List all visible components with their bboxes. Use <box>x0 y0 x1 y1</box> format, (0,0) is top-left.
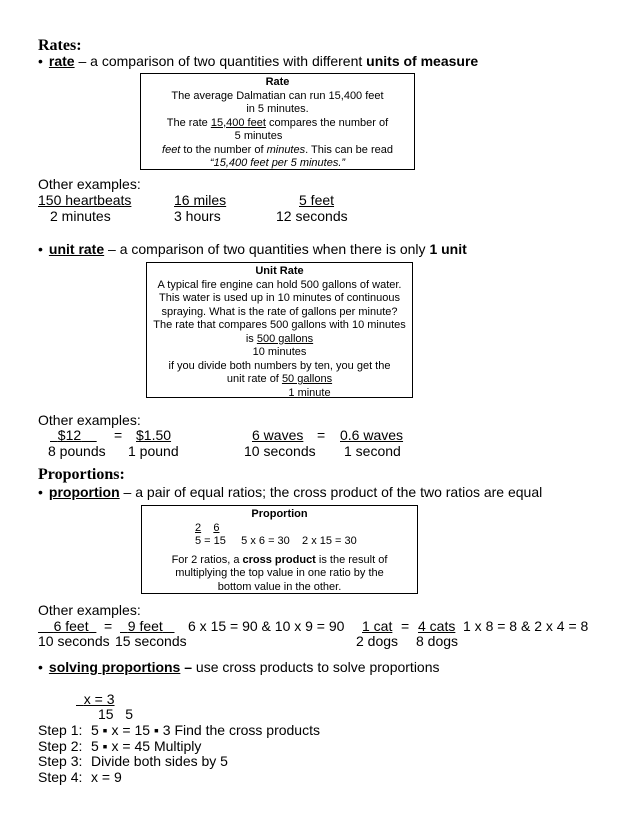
unit-ex1-c: 8 pounds <box>48 443 106 459</box>
rate-ex1-top: 150 heartbeats <box>38 192 132 208</box>
unit-rate-box-line: The rate that compares 500 gallons with 10 minutes <box>153 319 406 331</box>
step-label: Step 3: <box>38 753 83 769</box>
rate-other-examples: Other examples: <box>38 176 141 192</box>
unit-ex2-eq: = <box>317 427 326 443</box>
prop-ex1-b: 9 feet <box>127 618 163 634</box>
unit-rate-box-line: A typical fire engine can hold 500 gallons of water. <box>157 278 402 291</box>
unit-ex1-d: 1 pound <box>128 443 179 459</box>
unit-rate-box-line: 10 minutes <box>252 346 307 358</box>
rate-ex3-top: 5 feet <box>299 192 335 208</box>
unit-rate-other-examples: Other examples: <box>38 412 141 428</box>
unit-rate-box-line: 1 minute <box>288 386 331 399</box>
unit-ex2-b: 0.6 waves <box>340 427 404 443</box>
unit-rate-box-title: Unit Rate <box>255 265 304 277</box>
prop-ex1-a: 6 feet <box>53 618 89 634</box>
rate-box-line: The rate 15,400 feet compares the number of <box>166 116 389 129</box>
step-label: Step 1: <box>38 722 83 738</box>
solving-definition: • solving proportions – use cross products to solve proportions <box>38 659 440 675</box>
unit-rate-definition <box>38 241 467 257</box>
proportion-box-fractions: 2 6 <box>195 521 220 534</box>
proportion-def-text: – a pair of equal ratios; the cross product of the two ratios are equal <box>119 484 543 500</box>
prop-ex2-b: 4 cats <box>418 618 456 634</box>
step-text: Divide both sides by 5 <box>91 753 228 769</box>
rate-box <box>140 73 415 170</box>
step-text: 5 ▪ x = 15 ▪ 3 Find the cross products <box>91 722 320 738</box>
proportion-definition <box>38 484 542 500</box>
solving-def-text: use cross products to solve proportions <box>192 659 440 675</box>
prop-ex1-eq: = <box>104 618 113 634</box>
unit-rate-box <box>146 262 413 398</box>
rate-box-line: in 5 minutes. <box>246 103 309 115</box>
solving-frac-top: x = 3 <box>83 691 115 707</box>
prop-ex2-d: 8 dogs <box>416 633 459 649</box>
unit-rate-def-text: – a comparison of two quantities when there is only <box>104 241 430 257</box>
proportion-box-line: bottom value in the other. <box>217 580 342 593</box>
prop-ex2-a: 1 cat <box>362 618 393 634</box>
prop-ex1-c: 10 seconds <box>38 633 110 649</box>
proportion-term: proportion <box>48 484 120 500</box>
prop-ex1-calc: 6 x 15 = 90 & 10 x 9 = 90 <box>188 618 345 634</box>
step-label: Step 4: <box>38 769 83 785</box>
rate-def-bold: units of measure <box>366 53 479 69</box>
prop-ex1-d: 15 seconds <box>115 633 187 649</box>
unit-rate-box-line: spraying. What is the rate of gallons per minute? <box>161 305 398 318</box>
proportion-box-line: multiplying the top value in one ratio by the <box>175 567 384 579</box>
rate-box-title: Rate <box>265 76 290 88</box>
solving-frac-bot: 15 5 <box>98 706 134 722</box>
unit-ex1-a: $12 <box>57 427 82 443</box>
proportion-box-line: For 2 ratios, a cross product is the result of <box>171 553 388 566</box>
unit-rate-def-bold: 1 unit <box>429 241 467 257</box>
rate-ex2-bot: 3 hours <box>174 208 221 224</box>
unit-ex2-c: 10 seconds <box>244 443 316 459</box>
proportion-box-title: Proportion <box>251 508 308 520</box>
unit-rate-term: unit rate <box>48 241 105 257</box>
rate-box-line: The average Dalmatian can run 15,400 feet <box>171 89 384 102</box>
rate-def-text: – a comparison of two quantities with different <box>74 53 367 69</box>
unit-ex1-eq: = <box>114 427 123 443</box>
step-text: x = 9 <box>91 769 122 785</box>
prop-ex2-calc: 1 x 8 = 8 & 2 x 4 = 8 <box>463 618 589 634</box>
proportions-heading: Proportions: <box>38 466 125 483</box>
step-label: Step 2: <box>38 738 83 754</box>
unit-rate-box-line: if you divide both numbers by ten, you get the <box>168 359 391 372</box>
rates-heading: Rates: <box>38 37 82 54</box>
rate-definition <box>38 53 478 69</box>
rate-ex3-bot: 12 seconds <box>276 208 348 224</box>
rate-box-line: 5 minutes <box>234 130 283 142</box>
unit-ex2-d: 1 second <box>344 443 401 459</box>
rate-ex2-top: 16 miles <box>174 192 227 208</box>
proportion-box <box>141 505 418 594</box>
unit-ex2-a: 6 waves <box>252 427 304 443</box>
rate-term: rate <box>48 53 75 69</box>
step-text: 5 ▪ x = 45 Multiply <box>91 738 202 754</box>
solving-term: solving proportions <box>48 659 181 675</box>
unit-rate-box-line: unit rate of 50 gallons <box>226 373 333 385</box>
prop-ex2-eq: = <box>401 618 410 634</box>
proportion-box-line: 5 = 15 5 x 6 = 30 2 x 15 = 30 <box>195 535 357 547</box>
rate-box-line: “15,400 feet per 5 minutes.” <box>209 157 346 169</box>
rate-ex1-bot: 2 minutes <box>50 208 111 224</box>
unit-ex1-b: $1.50 <box>136 427 172 443</box>
prop-ex2-c: 2 dogs <box>356 633 399 649</box>
unit-rate-box-line: This water is used up in 10 minutes of continuous <box>159 292 400 304</box>
proportion-other-examples: Other examples: <box>38 602 141 618</box>
rate-box-line: feet to the number of minutes. This can be read <box>162 143 393 156</box>
unit-rate-box-line: is 500 gallons <box>245 332 314 345</box>
